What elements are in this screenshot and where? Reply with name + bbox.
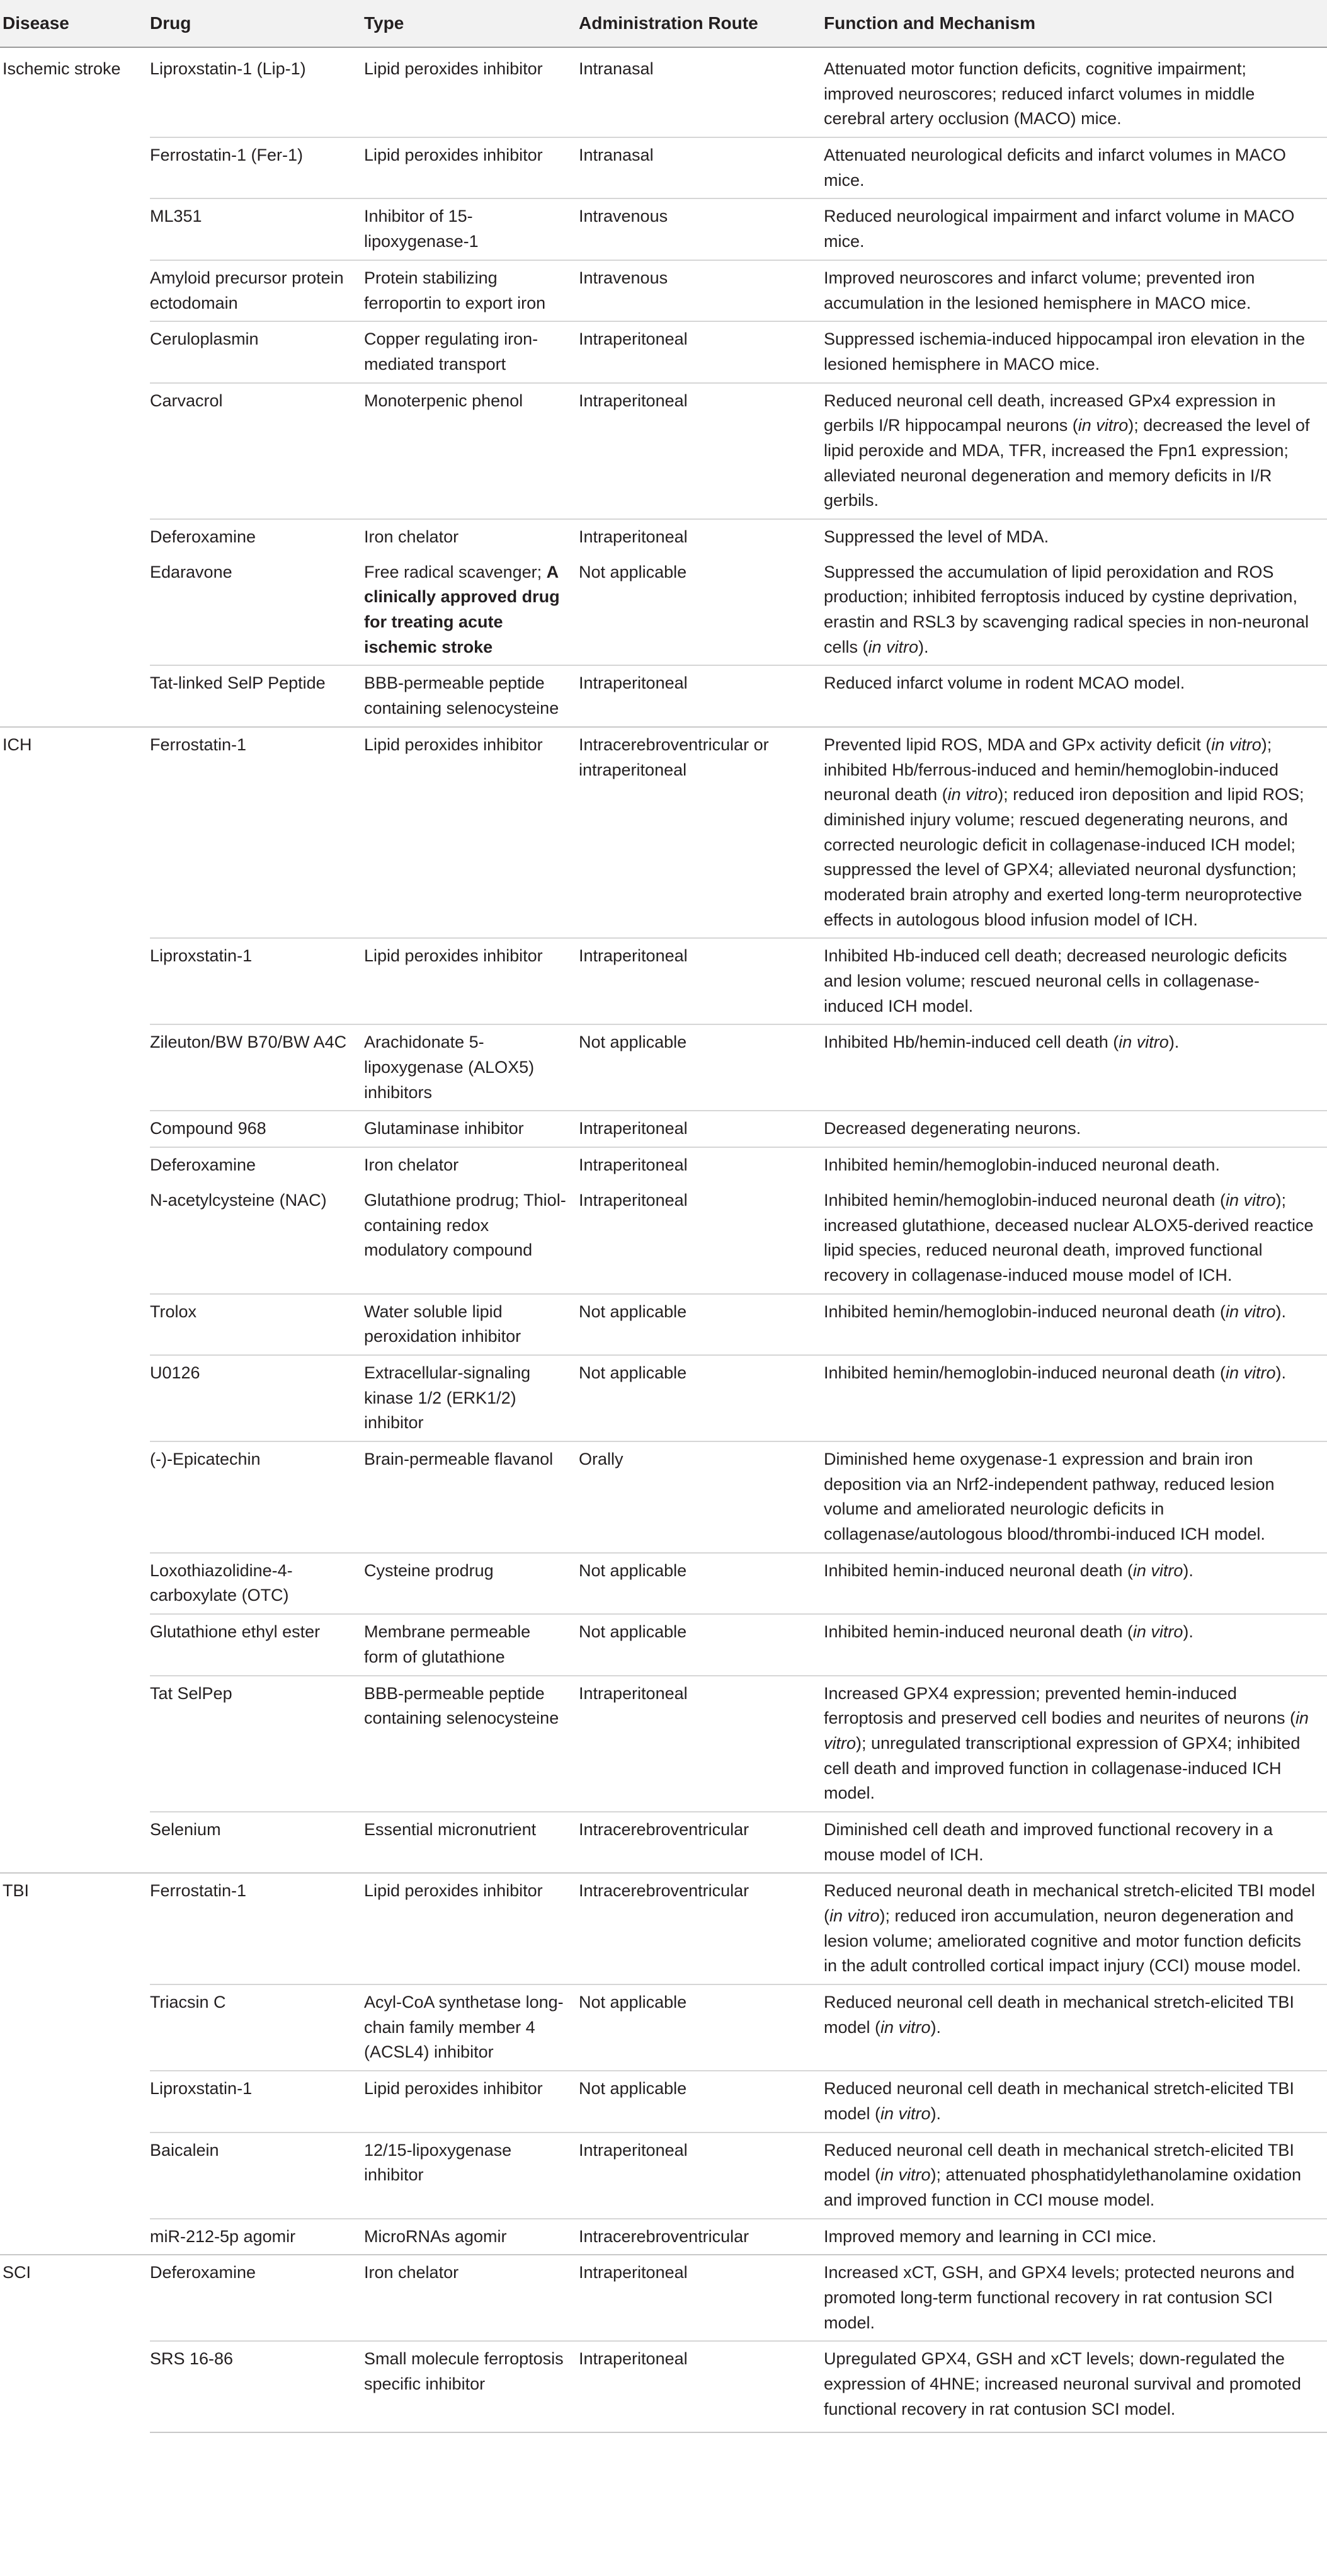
route-cell: Intracerebroventricular or intraperitoneal bbox=[579, 727, 824, 939]
type-cell bbox=[364, 198, 579, 260]
text-segment: Small molecule ferroptosis specific inhibitor bbox=[364, 2349, 564, 2393]
text-segment: Increased xCT, GSH, and GPX4 levels; protected neurons and promoted long-term functional recovery in rat contusion SCI model. bbox=[824, 2263, 1295, 2332]
table-row bbox=[0, 727, 1327, 939]
type-cell bbox=[364, 1984, 579, 2071]
drug-cell: Ferrostatin-1 bbox=[150, 1873, 364, 1984]
function-cell bbox=[824, 1812, 1327, 1873]
table-row bbox=[0, 938, 1327, 1024]
type-cell bbox=[364, 383, 579, 519]
drug-cell: Selenium bbox=[150, 1812, 364, 1873]
route-cell: Intracerebroventricular bbox=[579, 1812, 824, 1873]
route-cell: Not applicable bbox=[579, 1024, 824, 1111]
type-cell bbox=[364, 2341, 579, 2432]
drug-cell: Triacsin C bbox=[150, 1984, 364, 2071]
text-segment: Reduced neurological impairment and infarct volume in MACO mice. bbox=[824, 207, 1295, 251]
text-segment: Glutathione prodrug; Thiol-containing redox modulatory compound bbox=[364, 1190, 566, 1260]
table-row bbox=[0, 1873, 1327, 1984]
route-cell: Intraperitoneal bbox=[579, 938, 824, 1024]
table-row bbox=[0, 1812, 1327, 1873]
function-cell bbox=[824, 1147, 1327, 1183]
route-cell: Not applicable bbox=[579, 1614, 824, 1675]
italic-text: in vitro bbox=[829, 1906, 880, 1925]
table-row bbox=[0, 665, 1327, 726]
text-segment: Iron chelator bbox=[364, 2263, 459, 2282]
drug-cell: Baicalein bbox=[150, 2132, 364, 2219]
type-cell bbox=[364, 1294, 579, 1355]
text-segment: Attenuated neurological deficits and infarct volumes in MACO mice. bbox=[824, 146, 1286, 190]
text-segment: Protein stabilizing ferroportin to export iron bbox=[364, 268, 546, 312]
text-segment: Upregulated GPX4, GSH and xCT levels; down-regulated the expression of 4HNE; increased neuronal survival and promoted functional recovery in rat contusion SCI model. bbox=[824, 2349, 1301, 2419]
route-cell: Not applicable bbox=[579, 562, 687, 581]
type-cell bbox=[364, 2219, 579, 2255]
route-cell: Intraperitoneal bbox=[579, 321, 824, 382]
text-segment: Suppressed ischemia-induced hippocampal iron elevation in the lesioned hemisphere in MACO mice. bbox=[824, 329, 1305, 374]
text-segment: ); reduced iron accumulation, neuron degeneration and lesion volume; ameliorated cognitive and motor function deficits in the adult controlled cortical impact injury (CCI) mouse model. bbox=[824, 1906, 1301, 1976]
route-cell: Intraperitoneal bbox=[579, 383, 824, 519]
route-cell: Not applicable bbox=[579, 1553, 824, 1614]
type-cell bbox=[364, 938, 579, 1024]
route-cell: Orally bbox=[579, 1441, 824, 1553]
type-cell bbox=[364, 1553, 579, 1614]
function-cell bbox=[824, 2341, 1327, 2432]
table-row bbox=[0, 519, 1327, 555]
italic-text: in vitro bbox=[1225, 1302, 1276, 1321]
text-segment: Extracellular-signaling kinase 1/2 (ERK1/2) inhibitor bbox=[364, 1363, 531, 1433]
text-segment: ). bbox=[1275, 1363, 1286, 1382]
function-cell bbox=[824, 198, 1327, 260]
text-segment: Diminished cell death and improved functional recovery in a mouse model of ICH. bbox=[824, 1819, 1273, 1864]
function-cell bbox=[824, 555, 1327, 666]
route-cell: Intravenous bbox=[579, 260, 824, 321]
text-segment: ); reduced iron deposition and lipid ROS; diminished injury volume; rescued degenerating neurons, and corrected neurologic deficit in collagenase-induced ICH model; suppressed the level of GPX4; alleviated neuronal dysfunction; moderated brain atrophy and exerted long-term neuroprotective effects in autologous blood infusion model of ICH. bbox=[824, 785, 1304, 929]
text-segment: Essential micronutrient bbox=[364, 1819, 537, 1839]
drug-cell: Ferrostatin-1 (Fer-1) bbox=[150, 137, 364, 198]
type-cell bbox=[364, 1873, 579, 1984]
table-row bbox=[0, 198, 1327, 260]
text-segment: BBB-permeable peptide containing selenocysteine bbox=[364, 673, 559, 718]
drug-cell: Ceruloplasmin bbox=[150, 321, 364, 382]
type-cell bbox=[364, 47, 579, 137]
drug-cell: Deferoxamine bbox=[150, 1147, 364, 1183]
text-segment: Lipid peroxides inhibitor bbox=[364, 946, 543, 966]
text-segment: Water soluble lipid peroxidation inhibitor bbox=[364, 1302, 521, 1346]
function-cell bbox=[824, 1111, 1327, 1147]
function-cell bbox=[824, 1614, 1327, 1675]
route-cell: Not applicable bbox=[579, 1984, 824, 2071]
table-row bbox=[0, 321, 1327, 382]
text-segment: Copper regulating iron-mediated transport bbox=[364, 329, 538, 374]
drug-cell: Carvacrol bbox=[150, 383, 364, 519]
type-cell bbox=[364, 1441, 579, 1553]
function-cell bbox=[824, 260, 1327, 321]
italic-text: in vitro bbox=[868, 637, 919, 656]
text-segment: Iron chelator bbox=[364, 527, 459, 546]
type-cell bbox=[364, 1111, 579, 1147]
text-segment: ); inhibited Hb/ferrous-induced and hemin/hemoglobin-induced neuronal death ( bbox=[824, 735, 1279, 804]
table-row bbox=[0, 2341, 1327, 2432]
route-cell: Intraperitoneal bbox=[579, 519, 824, 555]
type-cell bbox=[364, 2071, 579, 2132]
function-cell bbox=[824, 2132, 1327, 2219]
function-cell bbox=[824, 2255, 1327, 2341]
text-segment: Reduced neuronal cell death, increased GPx4 expression in gerbils I/R hippocampal neurons ( bbox=[824, 391, 1276, 435]
type-cell bbox=[364, 137, 579, 198]
table-row bbox=[0, 1614, 1327, 1675]
text-segment: ). bbox=[1183, 1560, 1193, 1580]
italic-text: in vitro bbox=[1211, 735, 1262, 754]
function-cell bbox=[824, 321, 1327, 382]
drug-cell: Edaravone bbox=[150, 562, 232, 581]
text-segment: Free radical scavenger; bbox=[364, 562, 547, 581]
text-segment: Attenuated motor function deficits, cognitive impairment; improved neuroscores; reduced infarct volumes in middle cerebral artery occlusion (MACO) mice. bbox=[824, 59, 1255, 129]
table-row bbox=[0, 1355, 1327, 1441]
function-cell bbox=[824, 1183, 1327, 1294]
header-route: Administration Route bbox=[579, 0, 824, 47]
text-segment: Inhibited hemin/hemoglobin-induced neuronal death ( bbox=[824, 1190, 1226, 1210]
type-cell bbox=[364, 665, 579, 726]
text-segment: Suppressed the level of MDA. bbox=[824, 527, 1049, 546]
text-segment: Lipid peroxides inhibitor bbox=[364, 1881, 543, 1901]
route-cell: Not applicable bbox=[579, 1294, 824, 1355]
table-row bbox=[0, 383, 1327, 519]
table-row bbox=[0, 1111, 1327, 1147]
text-segment: BBB-permeable peptide containing selenocysteine bbox=[364, 1683, 559, 1728]
header-drug: Drug bbox=[150, 0, 364, 47]
table-row bbox=[0, 137, 1327, 198]
text-segment: Inhibited hemin-induced neuronal death ( bbox=[824, 1622, 1133, 1642]
text-segment: Reduced infarct volume in rodent MCAO model. bbox=[824, 673, 1185, 693]
italic-text: in vitro bbox=[1225, 1190, 1276, 1210]
text-segment: Reduced neuronal cell death in mechanical stretch-elicited TBI model ( bbox=[824, 2140, 1294, 2185]
table-row bbox=[0, 1183, 1327, 1294]
text-segment: Inhibited Hb-induced cell death; decreased neurologic deficits and lesion volume; rescued neuronal cells in collagenase-induced ICH model. bbox=[824, 946, 1287, 1016]
function-cell bbox=[824, 2219, 1327, 2255]
text-segment: Inhibited hemin/hemoglobin-induced neuronal death. bbox=[824, 1155, 1220, 1175]
text-segment: Improved neuroscores and infarct volume; prevented iron accumulation in the lesioned hemisphere in MACO mice. bbox=[824, 268, 1255, 312]
text-segment: Lipid peroxides inhibitor bbox=[364, 735, 543, 754]
text-segment: Suppressed the accumulation of lipid peroxidation and ROS production; inhibited ferroptosis induced by cystine deprivation, erastin and RSL3 by scavenging radical species in non-neuronal cells ( bbox=[824, 562, 1309, 656]
drug-cell: Ferrostatin-1 bbox=[150, 727, 364, 939]
table-row bbox=[0, 1441, 1327, 1553]
disease-cell: ICH bbox=[0, 727, 150, 1874]
text-segment: Arachidonate 5-lipoxygenase (ALOX5) inhibitors bbox=[364, 1033, 535, 1102]
function-cell bbox=[824, 1676, 1327, 1812]
text-segment: Lipid peroxides inhibitor bbox=[364, 2079, 543, 2098]
disease-cell: SCI bbox=[0, 2255, 150, 2432]
text-segment: Inhibited hemin/hemoglobin-induced neuronal death ( bbox=[824, 1363, 1226, 1382]
type-cell bbox=[364, 2132, 579, 2219]
type-cell bbox=[364, 2255, 579, 2341]
drug-cell: Deferoxamine bbox=[150, 519, 364, 555]
route-cell: Intravenous bbox=[579, 198, 824, 260]
type-cell bbox=[364, 1614, 579, 1675]
table-row bbox=[0, 1147, 1327, 1183]
italic-text: in vitro bbox=[880, 2017, 931, 2037]
italic-text: in vitro bbox=[1225, 1363, 1276, 1382]
function-cell bbox=[824, 1024, 1327, 1111]
table-row bbox=[0, 2255, 1327, 2341]
route-cell: Intraperitoneal bbox=[579, 1676, 824, 1812]
text-segment: ). bbox=[1168, 1033, 1180, 1052]
route-cell: Intraperitoneal bbox=[579, 1147, 824, 1183]
text-segment: ). bbox=[1275, 1302, 1286, 1321]
table-body bbox=[0, 47, 1327, 2432]
text-segment: MicroRNAs agomir bbox=[364, 2226, 507, 2246]
function-cell bbox=[824, 1553, 1327, 1614]
drug-cell: miR-212-5p agomir bbox=[150, 2219, 364, 2255]
function-cell bbox=[824, 938, 1327, 1024]
route-cell: Intraperitoneal bbox=[579, 1190, 688, 1210]
function-cell bbox=[824, 1873, 1327, 1984]
route-cell: Intranasal bbox=[579, 47, 824, 137]
route-cell: Intranasal bbox=[579, 137, 824, 198]
table-row bbox=[0, 260, 1327, 321]
table-row bbox=[0, 2132, 1327, 2219]
text-segment: Inhibited Hb/hemin-induced cell death ( bbox=[824, 1033, 1119, 1052]
disease-cell: Ischemic stroke bbox=[0, 47, 150, 727]
drug-cell: Amyloid precursor protein ectodomain bbox=[150, 260, 364, 321]
text-segment: Improved memory and learning in CCI mice. bbox=[824, 2226, 1157, 2246]
table-row bbox=[0, 1553, 1327, 1614]
drug-cell: ML351 bbox=[150, 198, 364, 260]
header-disease: Disease bbox=[0, 0, 150, 47]
route-cell: Intraperitoneal bbox=[579, 2341, 824, 2432]
type-cell bbox=[364, 1676, 579, 1812]
italic-text: in vitro bbox=[880, 2165, 931, 2185]
drug-cell: Zileuton/BW B70/BW A4C bbox=[150, 1024, 364, 1111]
drug-cell: Tat-linked SelP Peptide bbox=[150, 665, 364, 726]
type-cell bbox=[364, 321, 579, 382]
text-segment: Iron chelator bbox=[364, 1155, 459, 1175]
function-cell bbox=[824, 137, 1327, 198]
italic-text: in vitro bbox=[824, 1709, 1309, 1753]
table-header bbox=[0, 0, 1327, 47]
header-type: Type bbox=[364, 0, 579, 47]
table-row bbox=[0, 47, 1327, 137]
route-cell: Intraperitoneal bbox=[579, 2132, 824, 2219]
route-cell: Intracerebroventricular bbox=[579, 1873, 824, 1984]
text-segment: Inhibitor of 15-lipoxygenase-1 bbox=[364, 207, 479, 251]
drug-cell: Deferoxamine bbox=[150, 2255, 364, 2341]
text-segment: Reduced neuronal cell death in mechanical stretch-elicited TBI model ( bbox=[824, 1993, 1294, 2037]
drug-cell: SRS 16-86 bbox=[150, 2341, 364, 2432]
type-cell bbox=[364, 727, 579, 939]
italic-text: in vitro bbox=[1119, 1033, 1169, 1052]
text-segment: ). bbox=[1183, 1622, 1193, 1642]
table-row bbox=[0, 2071, 1327, 2132]
table-row bbox=[0, 1294, 1327, 1355]
route-cell: Intraperitoneal bbox=[579, 2255, 824, 2341]
route-cell: Intraperitoneal bbox=[579, 1111, 824, 1147]
type-cell bbox=[364, 1355, 579, 1441]
type-cell bbox=[364, 1024, 579, 1111]
text-segment: Inhibited hemin-induced neuronal death ( bbox=[824, 1560, 1133, 1580]
text-segment: ); unregulated transcriptional expression of GPX4; inhibited cell death and improved function in collagenase-induced ICH model. bbox=[824, 1733, 1301, 1803]
function-cell bbox=[824, 1441, 1327, 1553]
table-row bbox=[0, 1984, 1327, 2071]
text-segment: ); attenuated phosphatidylethanolamine oxidation and improved function in CCI mouse model. bbox=[824, 2165, 1301, 2209]
italic-text: in vitro bbox=[1132, 1560, 1183, 1580]
italic-text: in vitro bbox=[1132, 1622, 1183, 1642]
route-cell: Not applicable bbox=[579, 2071, 824, 2132]
drug-cell: Loxothiazolidine-4-carboxylate (OTC) bbox=[150, 1553, 364, 1614]
text-segment: ). bbox=[930, 2017, 942, 2037]
function-cell bbox=[824, 383, 1327, 519]
text-segment: ). bbox=[930, 2104, 942, 2123]
text-segment: Acyl-CoA synthetase long-chain family member 4 (ACSL4) inhibitor bbox=[364, 1993, 564, 2062]
route-cell: Intraperitoneal bbox=[579, 665, 824, 726]
type-cell bbox=[364, 1183, 579, 1294]
header-function: Function and Mechanism bbox=[824, 0, 1327, 47]
text-segment: Reduced neuronal death in mechanical stretch-elicited TBI model ( bbox=[824, 1881, 1315, 1925]
function-cell bbox=[824, 1294, 1327, 1355]
drug-cell: Liproxstatin-1 (Lip-1) bbox=[150, 47, 364, 137]
function-cell bbox=[824, 665, 1327, 726]
text-segment: ); increased glutathione, deceased nuclear ALOX5-derived reactice lipid species, reduced neuronal death, improved functional recovery in collagenase-induced mouse model of ICH. bbox=[824, 1190, 1314, 1285]
text-segment: ); decreased the level of lipid peroxide and MDA, TFR, increased the Fpn1 expression; alleviated neuronal degeneration and memory deficits in I/R gerbils. bbox=[824, 416, 1310, 510]
text-segment: Membrane permeable form of glutathione bbox=[364, 1622, 531, 1666]
drug-cell: Trolox bbox=[150, 1294, 364, 1355]
drug-cell: Tat SelPep bbox=[150, 1676, 364, 1812]
function-cell bbox=[824, 2071, 1327, 2132]
type-cell bbox=[364, 1147, 579, 1183]
drug-cell: Liproxstatin-1 bbox=[150, 2071, 364, 2132]
text-segment: Glutaminase inhibitor bbox=[364, 1119, 524, 1138]
italic-text: in vitro bbox=[1078, 416, 1129, 435]
text-segment: ). bbox=[918, 637, 929, 656]
text-segment: Diminished heme oxygenase-1 expression and brain iron deposition via an Nrf2-independent pathway, reduced lesion volume and ameliorated neurologic deficits in collagenase/autologous blood/thrombi-induced ICH model. bbox=[824, 1450, 1275, 1544]
drug-cell: U0126 bbox=[150, 1355, 364, 1441]
bold-text: A clinically approved drug for treating acute ischemic stroke bbox=[364, 562, 560, 656]
type-cell bbox=[364, 555, 579, 666]
text-segment: Lipid peroxides inhibitor bbox=[364, 59, 543, 78]
table-row bbox=[0, 1676, 1327, 1812]
text-segment: Cysteine prodrug bbox=[364, 1560, 494, 1580]
route-cell: Not applicable bbox=[579, 1355, 824, 1441]
text-segment: Monoterpenic phenol bbox=[364, 391, 523, 410]
drug-cell: (-)-Epicatechin bbox=[150, 1441, 364, 1553]
function-cell bbox=[824, 519, 1327, 555]
route-cell: Intracerebroventricular bbox=[579, 2219, 824, 2255]
function-cell bbox=[824, 1355, 1327, 1441]
text-segment: Lipid peroxides inhibitor bbox=[364, 146, 543, 165]
drug-cell: Compound 968 bbox=[150, 1111, 364, 1147]
italic-text: in vitro bbox=[947, 785, 998, 804]
type-cell bbox=[364, 260, 579, 321]
text-segment: Inhibited hemin/hemoglobin-induced neuronal death ( bbox=[824, 1302, 1226, 1321]
italic-text: in vitro bbox=[880, 2104, 931, 2123]
text-segment: Brain-permeable flavanol bbox=[364, 1450, 554, 1468]
drug-cell: N-acetylcysteine (NAC) bbox=[150, 1190, 327, 1210]
disease-cell: TBI bbox=[0, 1873, 150, 2255]
text-segment: Prevented lipid ROS, MDA and GPx activity deficit ( bbox=[824, 735, 1212, 754]
table-row bbox=[0, 1024, 1327, 1111]
type-cell bbox=[364, 519, 579, 555]
table-row bbox=[0, 555, 1327, 666]
function-cell bbox=[824, 727, 1327, 939]
type-cell bbox=[364, 1812, 579, 1873]
drug-cell: Liproxstatin-1 bbox=[150, 938, 364, 1024]
text-segment: Reduced neuronal cell death in mechanical stretch-elicited TBI model ( bbox=[824, 2079, 1294, 2123]
text-segment: Decreased degenerating neurons. bbox=[824, 1119, 1081, 1138]
drug-cell: Glutathione ethyl ester bbox=[150, 1614, 364, 1675]
header-row bbox=[0, 0, 1327, 47]
function-cell bbox=[824, 1984, 1327, 2071]
table-row bbox=[0, 2219, 1327, 2255]
text-segment: Increased GPX4 expression; prevented hemin-induced ferroptosis and preserved cell bodies and neurites of neurons ( bbox=[824, 1683, 1296, 1728]
text-segment: 12/15-lipoxygenase inhibitor bbox=[364, 2140, 512, 2185]
function-cell bbox=[824, 47, 1327, 137]
